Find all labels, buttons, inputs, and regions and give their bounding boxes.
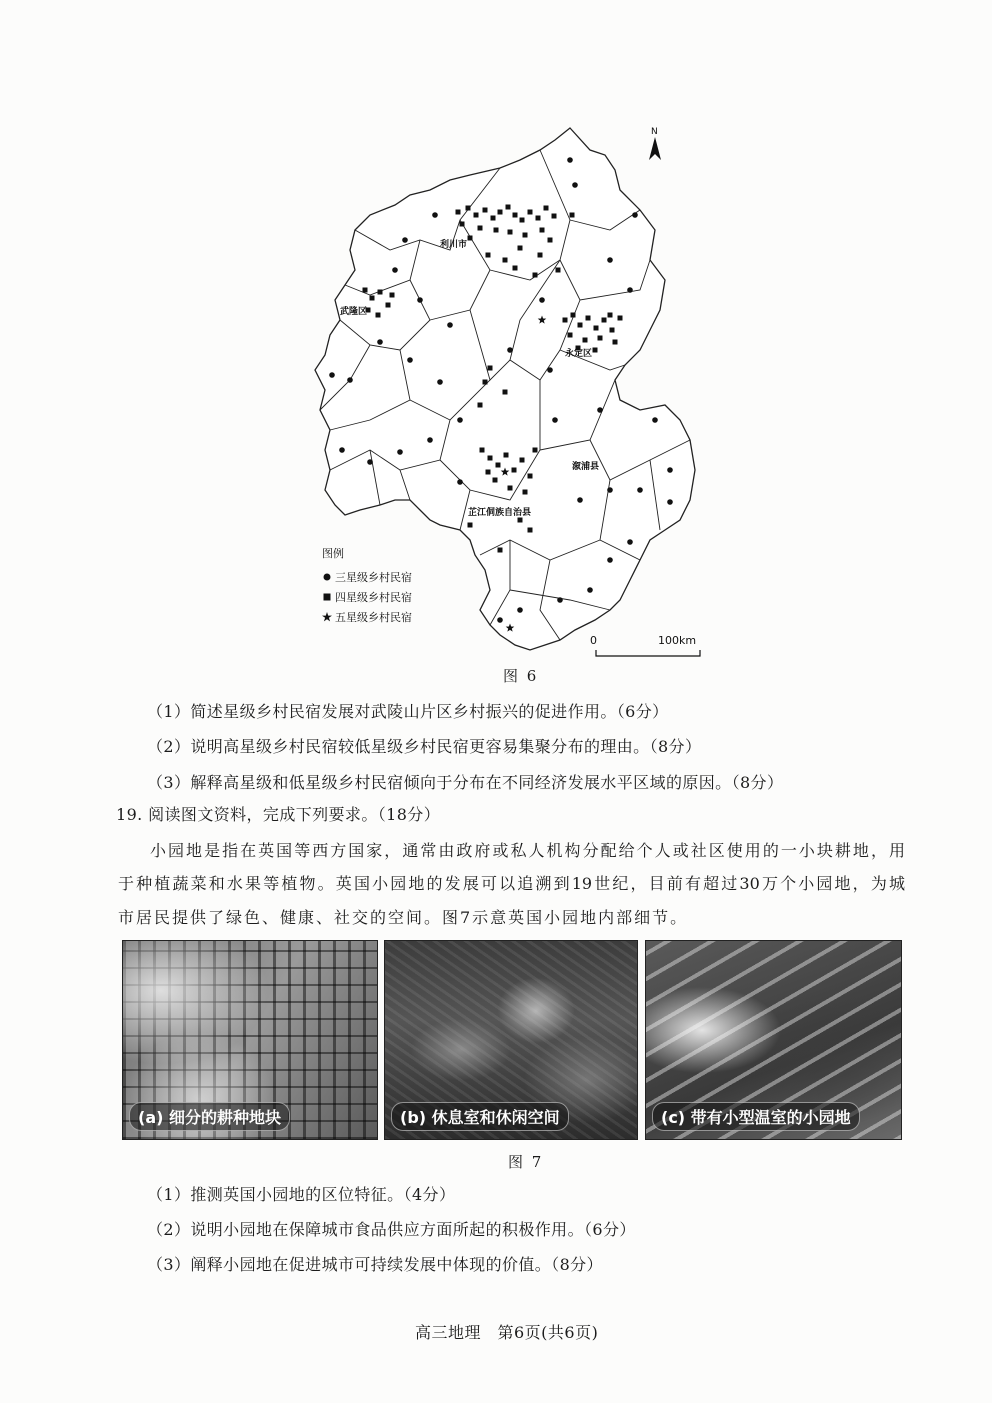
- photo-b: [384, 940, 638, 1140]
- marker-three-star: [607, 557, 613, 563]
- marker-four-star: [513, 213, 518, 218]
- marker-four-star: [498, 548, 503, 553]
- marker-three-star: [597, 407, 603, 413]
- marker-four-star: [618, 316, 623, 321]
- figure-6-map: [310, 120, 710, 665]
- marker-four-star: [468, 236, 473, 241]
- q18-question-2: （2）说明高星级乡村民宿较低星级乡村民宿更容易集聚分布的理由。（8分）: [147, 737, 702, 756]
- marker-three-star: [632, 212, 638, 218]
- marker-four-star: [378, 290, 383, 295]
- marker-three-star: [457, 479, 463, 485]
- marker-four-star: [533, 273, 538, 278]
- marker-three-star: [392, 267, 398, 273]
- marker-three-star: [552, 417, 558, 423]
- marker-four-star: [540, 228, 545, 233]
- marker-four-star: [456, 210, 461, 215]
- marker-four-star: [568, 333, 573, 338]
- q18-question-1: （1）简述星级乡村民宿发展对武陵山片区乡村振兴的促进作用。（6分）: [147, 702, 669, 721]
- marker-three-star: [447, 322, 453, 328]
- marker-three-star: [367, 459, 373, 465]
- marker-three-star: [547, 367, 553, 373]
- marker-four-star: [520, 458, 525, 463]
- legend-item-label: 四星级乡村民宿: [335, 591, 412, 604]
- marker-four-star: [593, 348, 598, 353]
- marker-four-star: [390, 293, 395, 298]
- q19-question-1: （1）推测英国小园地的区位特征。（4分）: [147, 1185, 456, 1204]
- marker-four-star: [586, 316, 591, 321]
- marker-four-star: [503, 258, 508, 263]
- marker-three-star: [397, 449, 403, 455]
- photo-a: [122, 940, 378, 1140]
- q19-paragraph-line-3: 市居民提供了绿色、健康、社交的空间。图7示意英国小园地内部细节。: [118, 908, 689, 927]
- q19-question-2: （2）说明小园地在保障城市食品供应方面所起的积极作用。（6分）: [147, 1220, 636, 1239]
- marker-three-star: [652, 417, 658, 423]
- marker-four-star: [460, 222, 465, 227]
- legend-star-icon: [322, 612, 332, 621]
- marker-four-star: [488, 366, 493, 371]
- marker-three-star: [417, 297, 423, 303]
- marker-three-star: [347, 377, 353, 383]
- marker-four-star: [483, 208, 488, 213]
- figure-7-caption: 图 7: [508, 1153, 544, 1171]
- legend-item-label: 三星级乡村民宿: [335, 571, 412, 584]
- place-label: 溆浦县: [572, 462, 600, 472]
- scale-zero-label: 0: [590, 634, 597, 647]
- marker-four-star: [594, 326, 599, 331]
- q19-heading: 19. 阅读图文资料，完成下列要求。（18分）: [116, 805, 441, 824]
- q18-question-3: （3）解释高星级和低星级乡村民宿倾向于分布在不同经济发展水平区域的原因。（8分）: [147, 773, 784, 792]
- marker-four-star: [613, 340, 618, 345]
- scale-bar: [590, 634, 700, 656]
- photo-a-label: (a) 细分的耕种地块: [129, 1102, 290, 1131]
- marker-four-star: [570, 213, 575, 218]
- marker-four-star: [488, 456, 493, 461]
- marker-four-star: [538, 253, 543, 258]
- marker-four-star: [528, 528, 533, 533]
- marker-four-star: [571, 313, 576, 318]
- marker-four-star: [523, 233, 528, 238]
- marker-four-star: [493, 478, 498, 483]
- marker-three-star: [577, 497, 583, 503]
- marker-four-star: [370, 296, 375, 301]
- marker-three-star: [667, 499, 673, 505]
- scale-max-label: 100km: [658, 634, 697, 647]
- marker-three-star: [607, 487, 613, 493]
- q19-paragraph-line-2: 于种植蔬菜和水果等植物。英国小园地的发展可以追溯到19世纪，目前有超过30万个小园地，为城: [118, 874, 905, 893]
- marker-four-star: [520, 218, 525, 223]
- marker-four-star: [498, 210, 503, 215]
- place-label: 利川市: [440, 240, 468, 250]
- marker-four-star: [512, 468, 517, 473]
- marker-three-star: [432, 212, 438, 218]
- marker-three-star: [339, 447, 345, 453]
- legend-circle-icon: [324, 574, 331, 581]
- marker-four-star: [544, 206, 549, 211]
- marker-three-star: [567, 157, 573, 163]
- marker-three-star: [402, 237, 408, 243]
- marker-four-star: [506, 205, 511, 210]
- marker-four-star: [376, 313, 381, 318]
- marker-four-star: [578, 323, 583, 328]
- marker-four-star: [496, 463, 501, 468]
- marker-three-star: [667, 467, 673, 473]
- marker-three-star: [539, 297, 545, 303]
- north-arrow-icon: [649, 137, 661, 160]
- marker-three-star: [587, 587, 593, 593]
- marker-four-star: [518, 246, 523, 251]
- marker-four-star: [528, 474, 533, 479]
- marker-three-star: [407, 357, 413, 363]
- marker-four-star: [528, 210, 533, 215]
- marker-three-star: [497, 617, 503, 623]
- north-arrow: [649, 127, 661, 160]
- marker-four-star: [548, 238, 553, 243]
- marker-three-star: [607, 257, 613, 263]
- marker-four-star: [483, 380, 488, 385]
- marker-three-star: [457, 417, 463, 423]
- north-label: N: [651, 127, 658, 137]
- marker-four-star: [556, 268, 561, 273]
- marker-four-star: [486, 253, 491, 258]
- marker-four-star: [610, 328, 615, 333]
- marker-four-star: [363, 288, 368, 293]
- q19-question-3: （3）阐释小园地在促进城市可持续发展中体现的价值。（8分）: [147, 1255, 603, 1274]
- marker-four-star: [513, 266, 518, 271]
- marker-four-star: [468, 523, 473, 528]
- marker-four-star: [608, 313, 613, 318]
- marker-four-star: [518, 518, 523, 523]
- marker-three-star: [377, 339, 383, 345]
- marker-three-star: [637, 487, 643, 493]
- marker-three-star: [329, 372, 335, 378]
- marker-four-star: [552, 214, 557, 219]
- marker-four-star: [508, 230, 513, 235]
- marker-four-star: [474, 213, 479, 218]
- marker-four-star: [583, 338, 588, 343]
- marker-four-star: [480, 448, 485, 453]
- marker-four-star: [486, 470, 491, 475]
- place-label: 永定区: [565, 349, 593, 359]
- marker-three-star: [427, 437, 433, 443]
- marker-three-star: [557, 597, 563, 603]
- marker-four-star: [563, 318, 568, 323]
- scale-bar-line: [596, 650, 700, 656]
- marker-four-star: [602, 318, 607, 323]
- marker-three-star: [437, 379, 443, 385]
- marker-four-star: [533, 448, 538, 453]
- marker-four-star: [386, 303, 391, 308]
- place-label: 武隆区: [340, 307, 368, 317]
- photo-b-label: (b) 休息室和休闲空间: [391, 1102, 569, 1131]
- legend-title: 图例: [322, 547, 344, 560]
- marker-three-star: [507, 347, 513, 353]
- marker-three-star: [627, 287, 633, 293]
- marker-four-star: [478, 403, 483, 408]
- marker-four-star: [598, 336, 603, 341]
- photo-c-label: (c) 带有小型温室的小园地: [652, 1102, 860, 1131]
- marker-four-star: [494, 228, 499, 233]
- marker-three-star: [572, 182, 578, 188]
- marker-four-star: [508, 486, 513, 491]
- page-footer: 高三地理 第6页(共6页): [415, 1323, 599, 1342]
- marker-four-star: [466, 206, 471, 211]
- marker-four-star: [478, 226, 483, 231]
- legend-item-label: 五星级乡村民宿: [335, 611, 412, 624]
- marker-four-star: [523, 490, 528, 495]
- marker-four-star: [536, 216, 541, 221]
- marker-four-star: [503, 390, 508, 395]
- marker-three-star: [517, 607, 523, 613]
- marker-four-star: [504, 453, 509, 458]
- legend-square-icon: [324, 594, 331, 601]
- marker-four-star: [491, 216, 496, 221]
- legend: [322, 546, 412, 624]
- figure-6-caption: 图 6: [503, 667, 539, 685]
- marker-three-star: [627, 539, 633, 545]
- place-label: 芷江侗族自治县: [468, 508, 532, 518]
- q19-paragraph-line-1: 小园地是指在英国等西方国家，通常由政府或私人机构分配给个人或社区使用的一小块耕地，用: [150, 841, 905, 860]
- photo-c: [645, 940, 902, 1140]
